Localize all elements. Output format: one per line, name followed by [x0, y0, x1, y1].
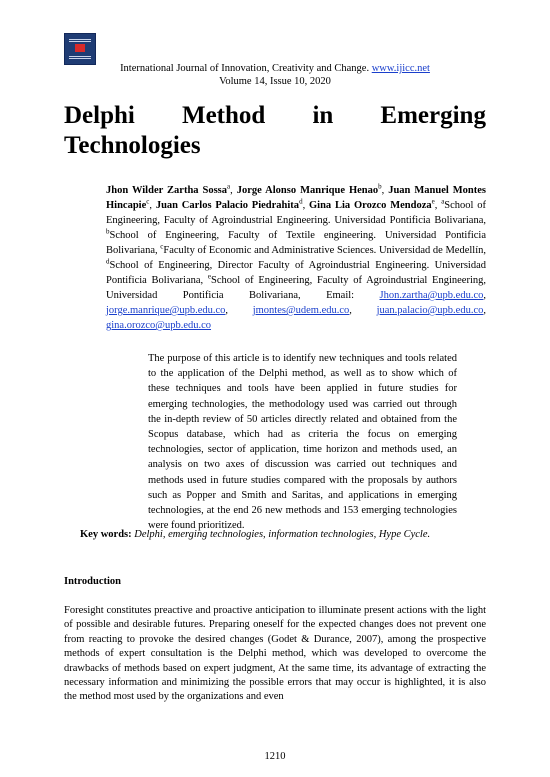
title-word: Delphi: [64, 102, 135, 129]
affiliation: School of Engineering, Faculty of Agroindustrial Engineering. Universidad Pontificia Bolivariana,: [106, 200, 487, 226]
author-name: Jhon Wilder Zartha Sossa: [106, 185, 228, 196]
title-word: in: [312, 102, 334, 129]
journal-header: [0, 63, 550, 75]
journal-logo-icon: [64, 33, 96, 65]
journal-volume: Volume 14, Issue 10, 2020: [219, 76, 331, 87]
email-link[interactable]: Jhon.zartha@upb.edu.co: [379, 290, 484, 301]
title-word: Method: [181, 102, 266, 129]
affiliation: School of Engineering, Faculty of Agroindustrial Engineering, Universidad Pontificia Bolivariana,: [106, 275, 486, 301]
section-heading-introduction: Introduction: [64, 576, 121, 587]
email-link[interactable]: jorge.manrique@upb.edu.co: [106, 305, 226, 316]
author-name: Juan Carlos Palacio Piedrahita: [155, 200, 300, 211]
introduction-text: Foresight constitutes preactive and proactive anticipation to illuminate present actions with the light of possible and desirable futures. Preparing oneself for the expected changes does not prevent one from reacting to provoke the desired changes (Godet & Durance, 2007), among the prospective methods of expert consultation is the Delphi method, which was developed to overcome the drawbacks of methods based on expert judgment, At the same time, its advantage of extracting the necessary information and minimizing the possible errors that may occur is highlighted, it is also the method most used by the organizations and even: [64, 605, 486, 703]
affiliation: School of Engineering, Director Faculty of Agroindustrial Engineering. Universidad Pontificia Bolivariana,: [106, 260, 486, 286]
title-word: Emerging: [380, 102, 486, 129]
page-number: 1210: [264, 751, 286, 762]
keywords-text: Delphi, emerging technologies, information technologies, Hype Cycle.: [134, 529, 431, 540]
title-line-2: Technologies: [64, 132, 201, 159]
journal-url-link[interactable]: www.ijicc.net: [371, 63, 430, 74]
affiliation: Faculty of Economic and Administrative Sciences. Universidad de Medellín,: [163, 245, 486, 256]
author-name: Gina Lia Orozco Mendoza: [309, 200, 432, 211]
journal-name: International Journal of Innovation, Creativity and Change.: [120, 63, 370, 74]
email-link[interactable]: gina.orozco@upb.edu.co: [106, 320, 212, 331]
keywords: [80, 529, 500, 540]
email-link[interactable]: jmontes@udem.edu.co: [252, 305, 350, 316]
affiliation: School of Engineering, Faculty of Textile engineering. Universidad Pontificia Bolivariana,: [106, 230, 486, 256]
authors-affiliations: Jhon Wilder Zartha Sossa$^a$, Jorge Alonso Manrique Henao$^b$, Juan Manuel Montes Hincapie$^c$, Juan Carlos Palacio Piedrahita$^d$, Gina Lia Orozco Mendoza$^e$, $^a$School of Engineering, Faculty of Agroindustrial Engineering. Universidad Pontificia Bolivariana, $^b$School of Engineering, Faculty of Textile engineering. Universidad Pontificia Bolivariana, $^c$Faculty of Economic and Administrative Sciences. Universidad de Medellín, $^d$School of Engineering, Director Faculty of Agroindustrial Engineering. Universidad Pontificia Bolivariana, $^e$School of Engineering, Faculty of Agroindustrial Engineering, Universidad Pontificia Bolivariana, Email: Jhon.zartha@upb.edu.co, jorge.manrique@upb.edu.co, jmontes@udem.edu.co, juan.palacio@upb.edu.co, gina.orozco@upb.edu.co: [106, 182, 487, 331]
email-link[interactable]: juan.palacio@upb.edu.co: [376, 305, 484, 316]
paper-title: [64, 101, 486, 161]
email-label: Email:: [326, 290, 355, 301]
abstract-text: The purpose of this article is to identify new techniques and tools related to the application of the Delphi method, as well as to show which of these techniques and tools have been applied in future studies for emerging technologies, the methodology used was carried out through the in-depth review of 50 articles directly related and obtained from the Scopus database, which had as criteria the focus on emerging technologies, sector of application, time horizon and methods used, an analysis on two axes of discussion was carried out techniques and methods used in future studies compared with the proposals by authors such as Popper and Smith and Saritas, and applications in emerging technologies, at the end 26 new methods and 153 emerging technologies were found prioritized.: [148, 353, 457, 532]
author-name: Juan Manuel Montes Hincapie: [106, 185, 486, 211]
title-line-1: [64, 101, 486, 131]
author-name: Jorge Alonso Manrique Henao: [236, 185, 379, 196]
keywords-label: Key words:: [80, 529, 132, 540]
